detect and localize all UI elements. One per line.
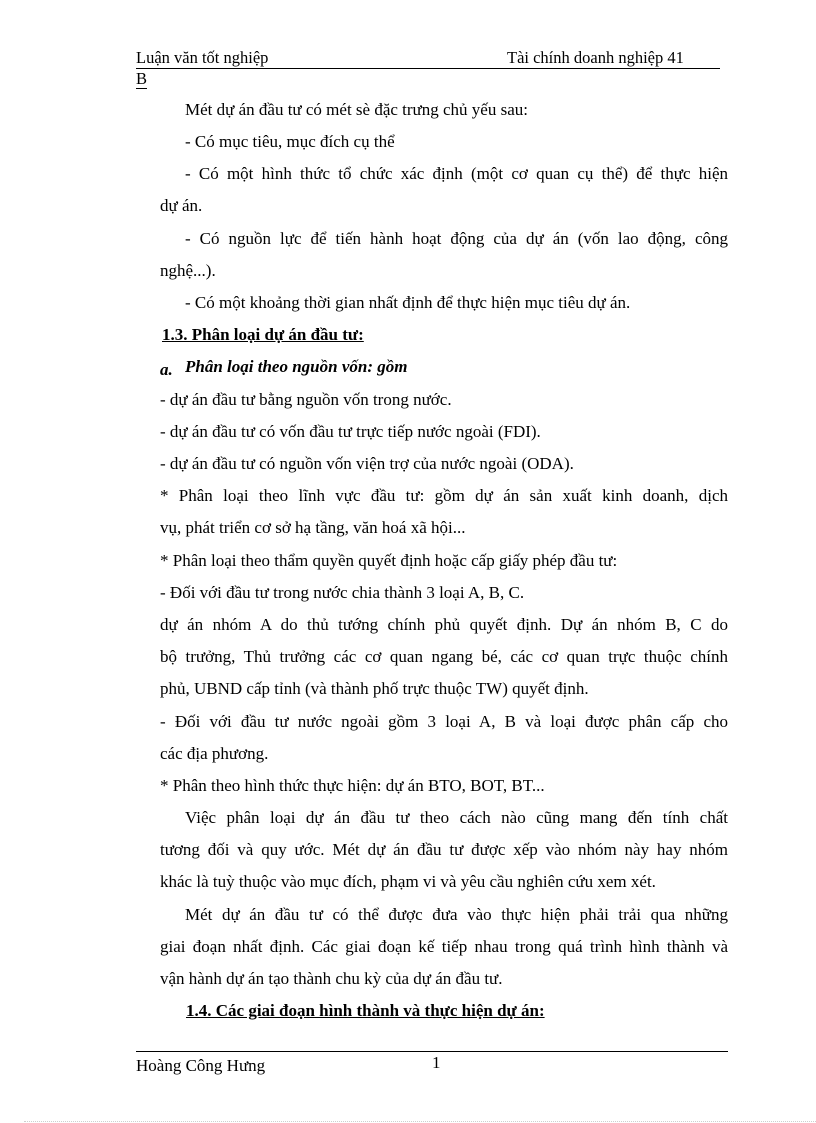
bullet-line: - Đối với đầu tư trong nước chia thành 3 loại A, B, C. bbox=[160, 583, 525, 602]
paragraph-line: dự án nhóm A do thủ tướng chính phủ quyết định. Dự án nhóm B, C do bbox=[160, 615, 728, 634]
header-continuation: B bbox=[136, 69, 148, 88]
bullet-line: - Có một hình thức tổ chức xác định (một cơ quan cụ thể) để thực hiện bbox=[185, 164, 728, 183]
bullet-line: - dự án đầu tư có vốn đầu tư trực tiếp nước ngoài (FDI). bbox=[160, 422, 541, 441]
page-break-dotted-line bbox=[24, 1121, 816, 1122]
paragraph-line: khác là tuỳ thuộc vào mục đích, phạm vi và yêu cầu nghiên cứu xem xét. bbox=[160, 872, 656, 891]
paragraph-line: Việc phân loại dự án đầu tư theo cách nào cũng mang đến tính chất bbox=[185, 808, 728, 827]
subsection-heading: Phân loại theo nguồn vốn: gồm bbox=[185, 357, 408, 376]
page-header bbox=[136, 48, 720, 88]
paragraph-line: * Phân theo hình thức thực hiện: dự án BTO, BOT, BT... bbox=[160, 776, 545, 795]
paragraph-line: Mét dự án đầu tư có mét sè đặc trưng chủ yếu sau: bbox=[185, 100, 528, 119]
footer-author: Hoàng Công Hưng bbox=[136, 1056, 266, 1075]
page-number: 1 bbox=[432, 1053, 441, 1072]
paragraph-line: nghệ...). bbox=[160, 261, 216, 280]
paragraph-line: các địa phương. bbox=[160, 744, 269, 763]
paragraph-line: vụ, phát triển cơ sở hạ tầng, văn hoá xã hội... bbox=[160, 518, 466, 537]
header-right-title: Tài chính doanh nghiệp 41 bbox=[507, 48, 684, 67]
paragraph-line: giai đoạn nhất định. Các giai đoạn kế tiếp nhau trong quá trình hình thành và bbox=[160, 937, 728, 956]
section-heading-1-4: 1.4. Các giai đoạn hình thành và thực hiện dự án: bbox=[186, 1001, 545, 1020]
paragraph-line: Mét dự án đầu tư có thể được đưa vào thực hiện phải trải qua những bbox=[185, 905, 728, 924]
subsection-marker: a. bbox=[160, 360, 173, 379]
paragraph-line: tương đối và quy ước. Mét dự án đầu tư được xếp vào nhóm này hay nhóm bbox=[160, 840, 728, 859]
section-heading-1-3: 1.3. Phân loại dự án đầu tư: bbox=[162, 325, 364, 344]
paragraph-line: vận hành dự án tạo thành chu kỳ của dự án đầu tư. bbox=[160, 969, 503, 988]
bullet-line: - Có một khoảng thời gian nhất định để thực hiện mục tiêu dự án. bbox=[185, 293, 631, 312]
bullet-line: - Có mục tiêu, mục đích cụ thể bbox=[185, 132, 395, 151]
paragraph-line: bộ trưởng, Thủ trưởng các cơ quan ngang bé, các cơ quan trực thuộc chính bbox=[160, 647, 728, 666]
bullet-line: - dự án đầu tư có nguồn vốn viện trợ của nước ngoài (ODA). bbox=[160, 454, 574, 473]
paragraph-line: dự án. bbox=[160, 196, 203, 215]
bullet-line: - dự án đầu tư bằng nguồn vốn trong nước. bbox=[160, 390, 452, 409]
paragraph-line: * Phân loại theo lĩnh vực đầu tư: gồm dự án sản xuất kinh doanh, dịch bbox=[160, 486, 728, 505]
paragraph-line: * Phân loại theo thẩm quyền quyết định hoặc cấp giấy phép đầu tư: bbox=[160, 551, 618, 570]
bullet-line: - Có nguồn lực để tiến hành hoạt động của dự án (vốn lao động, công bbox=[185, 229, 728, 248]
bullet-line: - Đối với đầu tư nước ngoài gồm 3 loại A, B và loại được phân cấp cho bbox=[160, 712, 728, 731]
header-rule-line bbox=[136, 48, 720, 69]
header-left-title: Luận văn tốt nghiệp bbox=[136, 48, 269, 67]
paragraph-line: phủ, UBND cấp tỉnh (và thành phố trực thuộc TW) quyết định. bbox=[160, 679, 589, 698]
